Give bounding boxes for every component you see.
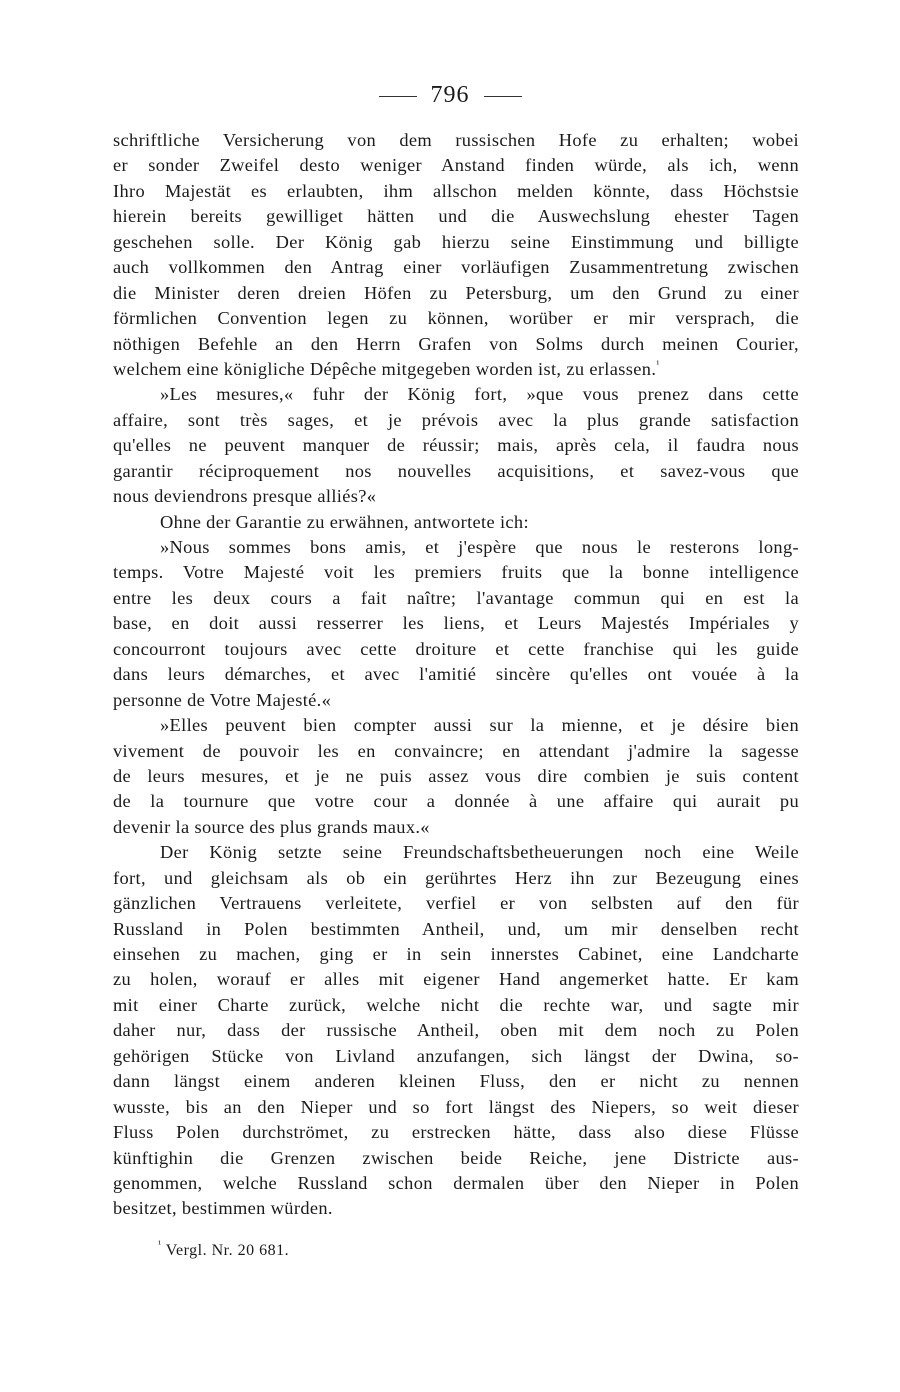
text-line: geschehen solle. Der König gab hierzu seine Einstimmung und billigte <box>113 231 799 252</box>
text-line: besitzet, bestimmen würden. <box>113 1198 333 1219</box>
text-line: entre les deux cours a fait naître; l'avantage commun qui en est la <box>113 587 799 608</box>
text-line: concourront toujours avec cette droiture et cette franchise qui les guide <box>113 638 799 659</box>
text-line: Der König setzte seine Freundschaftsbetheuerungen noch eine Weile <box>160 842 799 863</box>
text-line: zu holen, worauf er alles mit eigener Hand angemerket hatte. Er kam <box>113 969 799 990</box>
text-line: dann längst einem anderen kleinen Fluss, den er nicht zu nennen <box>113 1071 799 1092</box>
text-line: wusste, bis an den Nieper und so fort längst des Niepers, so weit dieser <box>113 1096 799 1117</box>
text-line: dans leurs démarches, et avec l'amitié sincère qu'elles ont vouée à la <box>113 664 799 685</box>
page-number: 796 <box>430 82 470 108</box>
text-line: temps. Votre Majesté voit les premiers fruits que la bonne intelligence <box>113 562 799 583</box>
text-line: daher nur, dass der russische Antheil, oben mit dem noch zu Polen <box>113 1020 799 1041</box>
text-line: »Elles peuvent bien compter aussi sur la mienne, et je désire bien <box>160 715 799 736</box>
text-line: devenir la source des plus grands maux.« <box>113 816 430 837</box>
header-dash-right <box>484 96 522 97</box>
text-line: vivement de pouvoir les en convaincre; en attendant j'admire la sagesse <box>113 740 799 761</box>
text-line: de leurs mesures, et je ne puis assez vous dire combien je suis content <box>113 765 799 786</box>
text-line: schriftliche Versicherung von dem russischen Hofe zu erhalten; wobei <box>113 130 799 150</box>
text-line: Ihro Majestät es erlaubten, ihm allschon melden könnte, dass Höchstsie <box>113 180 799 201</box>
text-line: fort, und gleichsam als ob ein gerührtes Herz ihn zur Bezeugung eines <box>113 867 799 888</box>
footnote-text: Vergl. Nr. 20 681. <box>165 1242 290 1259</box>
text-line: Russland in Polen bestimmten Antheil, und, um mir denselben recht <box>113 918 799 939</box>
text-line: auch vollkommen den Antrag einer vorläufigen Zusammentretung zwischen <box>113 257 799 278</box>
text-line: nöthigen Befehle an den Herrn Grafen von Solms durch meinen Courier, <box>113 333 799 354</box>
text-line: de la tournure que votre cour a donnée à une affaire qui aurait pu <box>113 791 799 812</box>
text-line: hierein bereits gewilliget hätten und die Auswechslung ehester Tagen <box>113 206 799 227</box>
text-line: welchem eine königliche Dépêche mitgegeben worden ist, zu erlassen. <box>113 358 657 379</box>
footnote-marker: ¹ <box>158 1239 162 1250</box>
text-line: Fluss Polen durchströmet, zu erstrecken hätte, dass also diese Flüsse <box>113 1122 799 1143</box>
text-line: genommen, welche Russland schon dermalen über den Nieper in Polen <box>113 1172 799 1193</box>
footnote-reference: ¹ <box>656 358 660 370</box>
text-line-with-footnote-ref <box>113 357 799 382</box>
text-line: gehörigen Stücke von Livland anzufangen, sich längst der Dwina, so- <box>113 1045 799 1066</box>
text-line: »Nous sommes bons amis, et j'espère que nous le resterons long- <box>160 537 799 557</box>
footnote <box>158 1239 290 1260</box>
text-line: personne de Votre Majesté.« <box>113 689 332 710</box>
text-line: affaire, sont très sages, et je prévois avec la plus grande satisfaction <box>113 409 799 430</box>
text-line: einsehen zu machen, ging er in sein innerstes Cabinet, eine Landcharte <box>113 944 799 964</box>
text-line: garantir réciproquement nos nouvelles acquisitions, et savez-vous que <box>113 460 799 481</box>
text-line: gänzlichen Vertrauens verleitete, verfiel er von selbsten auf den für <box>113 893 799 914</box>
body-text <box>113 128 799 1222</box>
text-line: mit einer Charte zurück, welche nicht die rechte war, und sagte mir <box>113 994 799 1015</box>
text-line: base, en doit aussi resserrer les liens, et Leurs Majestés Impériales y <box>113 613 799 634</box>
header-dash-left <box>379 96 417 97</box>
text-line: nous deviendrons presque alliés?« <box>113 486 377 507</box>
text-line: Ohne der Garantie zu erwähnen, antwortete ich: <box>160 511 529 532</box>
text-line: förmlichen Convention legen zu können, worüber er mir versprach, die <box>113 308 799 329</box>
text-line: qu'elles ne peuvent manquer de réussir; mais, après cela, il faudra nous <box>113 435 799 456</box>
text-line: »Les mesures,« fuhr der König fort, »que vous prenez dans cette <box>160 384 799 405</box>
text-line: künftighin die Grenzen zwischen beide Reiche, jene Districte aus- <box>113 1147 799 1168</box>
text-line: die Minister deren dreien Höfen zu Petersburg, um den Grund zu einer <box>113 282 799 303</box>
page-header <box>0 82 900 109</box>
text-line: er sonder Zweifel desto weniger Anstand finden würde, als ich, wenn <box>113 155 799 176</box>
